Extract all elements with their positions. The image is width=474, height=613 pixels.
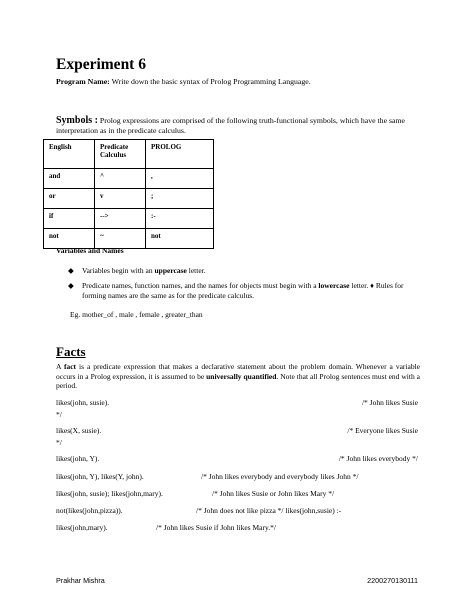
facts-text: is a predicate expression that makes a declarative statement about the problem domain. Whenever a variable occurs in a Prolog expression, it is assumed to be: [56, 362, 420, 381]
code-comment: /* John likes Susie if John likes Mary.*/: [156, 523, 276, 532]
code-comment-cont: */: [56, 438, 62, 447]
list-item-text: Predicate names, function names, and the names for objects must begin with a: [82, 281, 319, 290]
code-comment: /* John does not like pizza */ likes(john,susie) :-: [196, 506, 342, 515]
code-line: likes(X, susie).: [56, 426, 102, 435]
program-name: [56, 77, 311, 86]
facts-paragraph: [56, 362, 420, 391]
table-cell: or: [44, 189, 95, 209]
table-cell: ~: [95, 229, 146, 249]
page-title: Experiment 6: [56, 56, 146, 73]
program-label: Program Name:: [56, 77, 110, 86]
list-item-text: letter. ♦ Rules for forming names are the same as for the predicate calculus.: [82, 281, 404, 300]
code-line: likes(john, Y), likes(Y, john).: [56, 472, 144, 481]
facts-heading: Facts: [56, 344, 86, 359]
program-text: Write down the basic syntax of Prolog Programming Language.: [111, 77, 311, 86]
code-comment: /* John likes Susie or John likes Mary */: [212, 489, 335, 498]
table-cell: ^: [95, 169, 146, 189]
table-row: [44, 169, 214, 189]
table-cell: not: [146, 229, 214, 249]
table-header: PROLOG: [146, 140, 214, 169]
facts-text: . Note that all Prolog sentences must end with a period.: [56, 371, 420, 390]
list-item: [68, 281, 428, 301]
table-cell: ,: [146, 169, 214, 189]
symbols-text: Prolog expressions are comprised of the following truth-functional symbols, which have the same interpretation as in the predicate calculus.: [56, 116, 406, 135]
variables-list: [68, 266, 428, 306]
table-header-row: [44, 140, 214, 169]
variables-heading: Variables and Names: [56, 246, 124, 255]
code-comment: /* John likes everybody */: [338, 454, 418, 463]
bullet-icon: ◆: [68, 281, 74, 290]
list-item: [68, 266, 428, 276]
list-item-bold: uppercase: [154, 266, 187, 275]
facts-bold: universally quantified: [206, 371, 277, 381]
footer-id: 2200270130111: [367, 576, 418, 585]
list-item-text: letter.: [186, 266, 206, 275]
code-comment: /* Everyone likes Susie: [347, 426, 418, 435]
table-cell: -->: [95, 209, 146, 229]
code-comment: /* John likes everybody and everybody likes John */: [201, 472, 359, 481]
code-line: likes(john, susie).: [56, 398, 110, 407]
names-example: Eg. mother_of , male , female , greater_than: [70, 310, 203, 319]
table-header: Predicate Calculus: [95, 140, 146, 169]
list-item-text: Variables begin with an: [82, 266, 155, 275]
code-line: not(likes(john,pizza)).: [56, 506, 123, 515]
table-cell: ;: [146, 189, 214, 209]
symbols-heading: Symbols :: [56, 115, 98, 126]
symbols-paragraph: [56, 116, 416, 136]
symbols-table: [43, 139, 214, 249]
table-row: [44, 209, 214, 229]
code-comment: /* John likes Susie: [361, 398, 418, 407]
code-line: likes(john, susie); likes(john,mary).: [56, 489, 163, 498]
code-line: likes(john,mary).: [56, 523, 108, 532]
table-cell: v: [95, 189, 146, 209]
table-cell: :-: [146, 209, 214, 229]
facts-bold: fact: [63, 362, 77, 371]
table-header: English: [44, 140, 95, 169]
footer-name: Prakhar Mishra: [56, 576, 105, 585]
code-comment-cont: */: [56, 410, 62, 419]
code-line: likes(john, Y).: [56, 454, 100, 463]
table-cell: if: [44, 209, 95, 229]
list-item-bold: lowercase: [318, 281, 350, 290]
table-cell: and: [44, 169, 95, 189]
bullet-icon: ◆: [68, 266, 74, 275]
table-cell: not: [44, 229, 95, 249]
facts-text: A: [56, 362, 64, 371]
table-row: [44, 189, 214, 209]
